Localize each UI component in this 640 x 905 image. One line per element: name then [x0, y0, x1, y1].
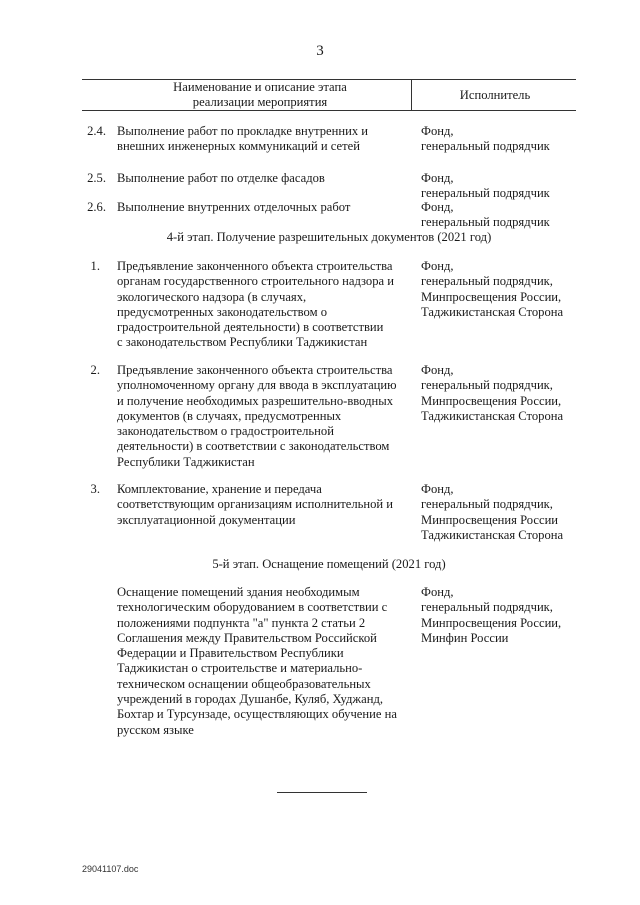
exec-line: Минпросвещения России, [421, 393, 562, 408]
closing-rule [277, 792, 367, 793]
row-number: 2. [90, 363, 100, 377]
row-executor [421, 171, 591, 202]
desc-line: с законодательством Республики Таджикистан [117, 335, 368, 350]
desc-line: Соглашения между Правительством Российской [117, 630, 377, 645]
table-header-divider [411, 79, 412, 110]
row-number: 1. [90, 259, 100, 273]
row-description [117, 200, 407, 215]
desc-line: органам государственного строительного надзора и [117, 274, 395, 289]
desc-line: внешних инженерных коммуникаций и сетей [117, 139, 360, 154]
desc-line: законодательством о градостроительной [117, 424, 334, 439]
exec-line: генеральный подрядчик [421, 186, 550, 201]
desc-line: технологическим оборудованием в соответствии с [117, 600, 388, 615]
exec-line: генеральный подрядчик, [421, 274, 553, 289]
desc-line: учреждений в городах Душанбе, Куляб, Худжанд, [117, 692, 384, 707]
row-description [117, 585, 407, 738]
exec-line: Минпросвещения России, [421, 615, 562, 630]
desc-line: и получение необходимых разрешительно-вводных [117, 393, 393, 408]
row-executor [421, 585, 591, 646]
row-description [117, 124, 407, 155]
row-executor [421, 200, 591, 231]
column-header-description [115, 80, 405, 111]
exec-line: Минпросвещения России, [421, 289, 562, 304]
exec-line: генеральный подрядчик, [421, 600, 553, 615]
desc-line: Комплектование, хранение и передача [117, 482, 322, 496]
exec-line: генеральный подрядчик [421, 215, 550, 230]
row-number: 3. [90, 482, 100, 496]
row-description [117, 259, 407, 351]
row-number: 2.6. [87, 200, 106, 214]
desc-line: положениями подпункта "а" пункта 2 статьи 2 [117, 615, 366, 630]
exec-line: Фонд, [421, 124, 454, 138]
exec-line: генеральный подрядчик, [421, 378, 553, 393]
row-executor [421, 259, 591, 320]
exec-line: генеральный подрядчик, [421, 497, 553, 512]
header-line: реализации мероприятия [192, 95, 328, 110]
desc-line: градостроительной деятельности) в соответствии [117, 320, 384, 335]
exec-line: Фонд, [421, 259, 454, 273]
desc-line: Выполнение работ по отделке фасадов [117, 171, 325, 185]
row-description [117, 482, 407, 528]
stage-5-title: 5-й этап. Оснащение помещений (2021 год) [212, 557, 446, 571]
exec-line: генеральный подрядчик [421, 139, 550, 154]
document-code: 29041107.doc [82, 864, 139, 874]
desc-line: Бохтар и Турсунзаде, осуществляющих обучение на [117, 707, 397, 722]
exec-line: Таджикистанская Сторона [421, 408, 564, 423]
desc-line: русском языке [117, 722, 194, 737]
desc-line: Выполнение работ по прокладке внутренних и [117, 124, 369, 138]
desc-line: техническом оснащении общеобразовательных [117, 676, 371, 691]
exec-line: Фонд, [421, 171, 454, 185]
exec-line: Фонд, [421, 482, 454, 496]
desc-line: Оснащение помещений здания необходимым [117, 585, 360, 599]
row-executor [421, 124, 591, 155]
exec-line: Минпросвещения России [421, 512, 559, 527]
desc-line: соответствующим организациям исполнительной и [117, 497, 394, 512]
exec-line: Минфин России [421, 630, 509, 645]
desc-line: Федерации и Правительством Республики [117, 646, 344, 661]
stage-4-title: 4-й этап. Получение разрешительных документов (2021 год) [166, 230, 492, 244]
desc-line: Таджикистан о строительстве и материально- [117, 661, 363, 676]
desc-line: документов (в случаях, предусмотренных [117, 408, 342, 423]
column-header-executor: Исполнитель [459, 88, 531, 102]
exec-line: Таджикистанская Сторона [421, 527, 564, 542]
exec-line: Таджикистанская Сторона [421, 304, 564, 319]
desc-line: Предъявление законченного объекта строительства [117, 259, 393, 273]
desc-line: Республики Таджикистан [117, 454, 255, 469]
exec-line: Фонд, [421, 585, 454, 599]
row-description [117, 363, 407, 470]
row-executor [421, 482, 591, 543]
desc-line: Предъявление законченного объекта строительства [117, 363, 393, 377]
desc-line: деятельности) в соответствии с законодательством [117, 439, 390, 454]
row-description [117, 171, 407, 186]
page-number: 3 [316, 43, 324, 59]
desc-line: уполномоченному органу для ввода в эксплуатацию [117, 378, 397, 393]
exec-line: Фонд, [421, 363, 454, 377]
desc-line: экологического надзора (в случаях, [117, 289, 307, 304]
desc-line: Выполнение внутренних отделочных работ [117, 200, 351, 214]
row-number: 2.5. [87, 171, 106, 185]
header-line: Наименование и описание этапа [173, 80, 347, 94]
exec-line: Фонд, [421, 200, 454, 214]
desc-line: эксплуатационной документации [117, 512, 296, 527]
row-number: 2.4. [87, 124, 106, 138]
row-executor [421, 363, 591, 424]
desc-line: предусмотренных законодательством о [117, 304, 328, 319]
